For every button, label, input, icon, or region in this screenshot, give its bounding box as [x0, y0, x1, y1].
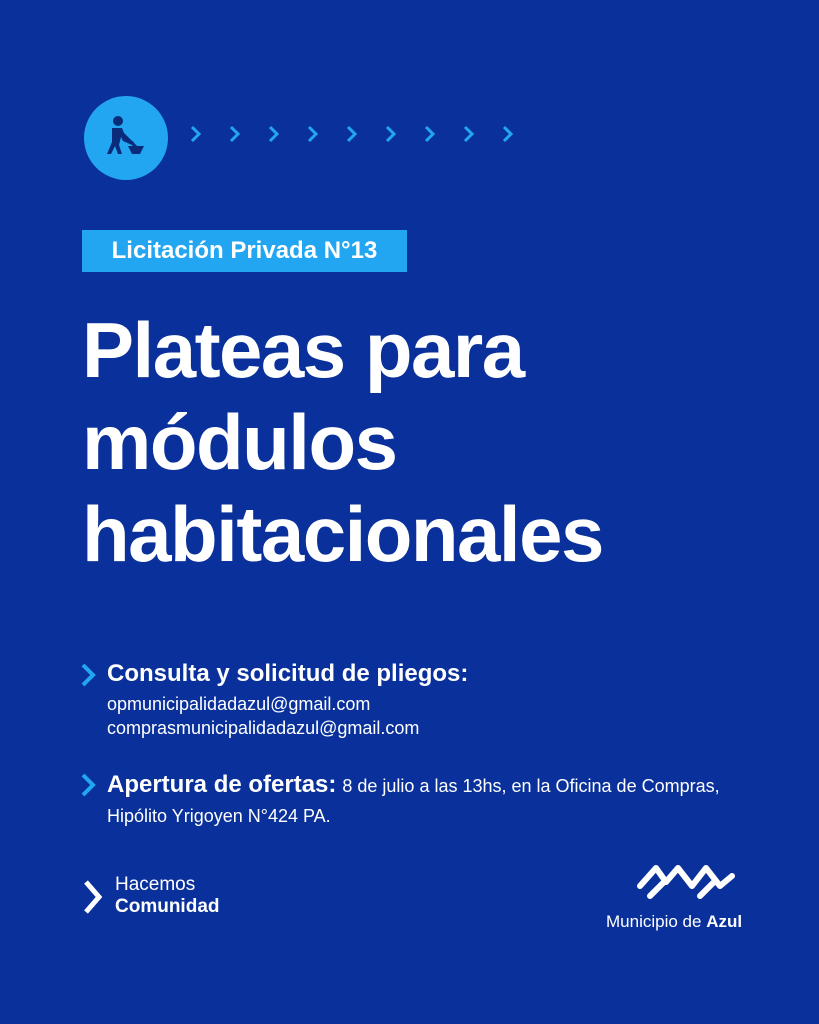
- apertura-text: 8 de julio a las 13hs, en la Oficina de Compras, Hipólito Yrigoyen N°424 PA.: [107, 776, 720, 826]
- page-title: [82, 304, 603, 580]
- chevron-right-icon: [190, 124, 202, 144]
- chevron-right-icon: [229, 124, 241, 144]
- title-line: Plateas para: [82, 306, 524, 394]
- chevron-right-icon: [463, 124, 475, 144]
- consulta-section: [80, 660, 720, 740]
- construction-worker-icon: [104, 114, 148, 158]
- header-icon-badge: [84, 96, 168, 180]
- logo-name: [606, 912, 742, 932]
- email-link[interactable]: comprasmunicipalidadazul@gmail.com: [107, 718, 420, 738]
- chevron-right-icon: [502, 124, 514, 144]
- chevron-right-icon: [424, 124, 436, 144]
- slogan: [82, 874, 220, 918]
- apertura-section: [80, 770, 720, 831]
- chevron-right-icon: [385, 124, 397, 144]
- chevron-right-icon: [82, 878, 104, 916]
- title-line: módulos: [82, 398, 397, 486]
- consulta-heading: Consulta y solicitud de pliegos:: [107, 660, 469, 687]
- chevron-right-icon: [346, 124, 358, 144]
- email-link[interactable]: opmunicipalidadazul@gmail.com: [107, 694, 371, 714]
- logo-name-prefix: Municipio de: [606, 912, 702, 931]
- slogan-line-1: Hacemos: [115, 874, 196, 895]
- title-line: habitacionales: [82, 490, 603, 578]
- logo-name-bold: Azul: [706, 912, 743, 931]
- chevron-right-icon: [268, 124, 280, 144]
- tender-badge: [82, 230, 407, 272]
- chevron-right-icon: [80, 772, 98, 798]
- apertura-heading: Apertura de ofertas:: [107, 771, 337, 798]
- tender-badge-label: Licitación Privada N°13: [111, 237, 378, 264]
- municipio-mark-icon: [636, 856, 736, 902]
- chevron-right-icon: [307, 124, 319, 144]
- chevron-right-icon: [80, 662, 98, 688]
- slogan-line-2: Comunidad: [115, 896, 220, 917]
